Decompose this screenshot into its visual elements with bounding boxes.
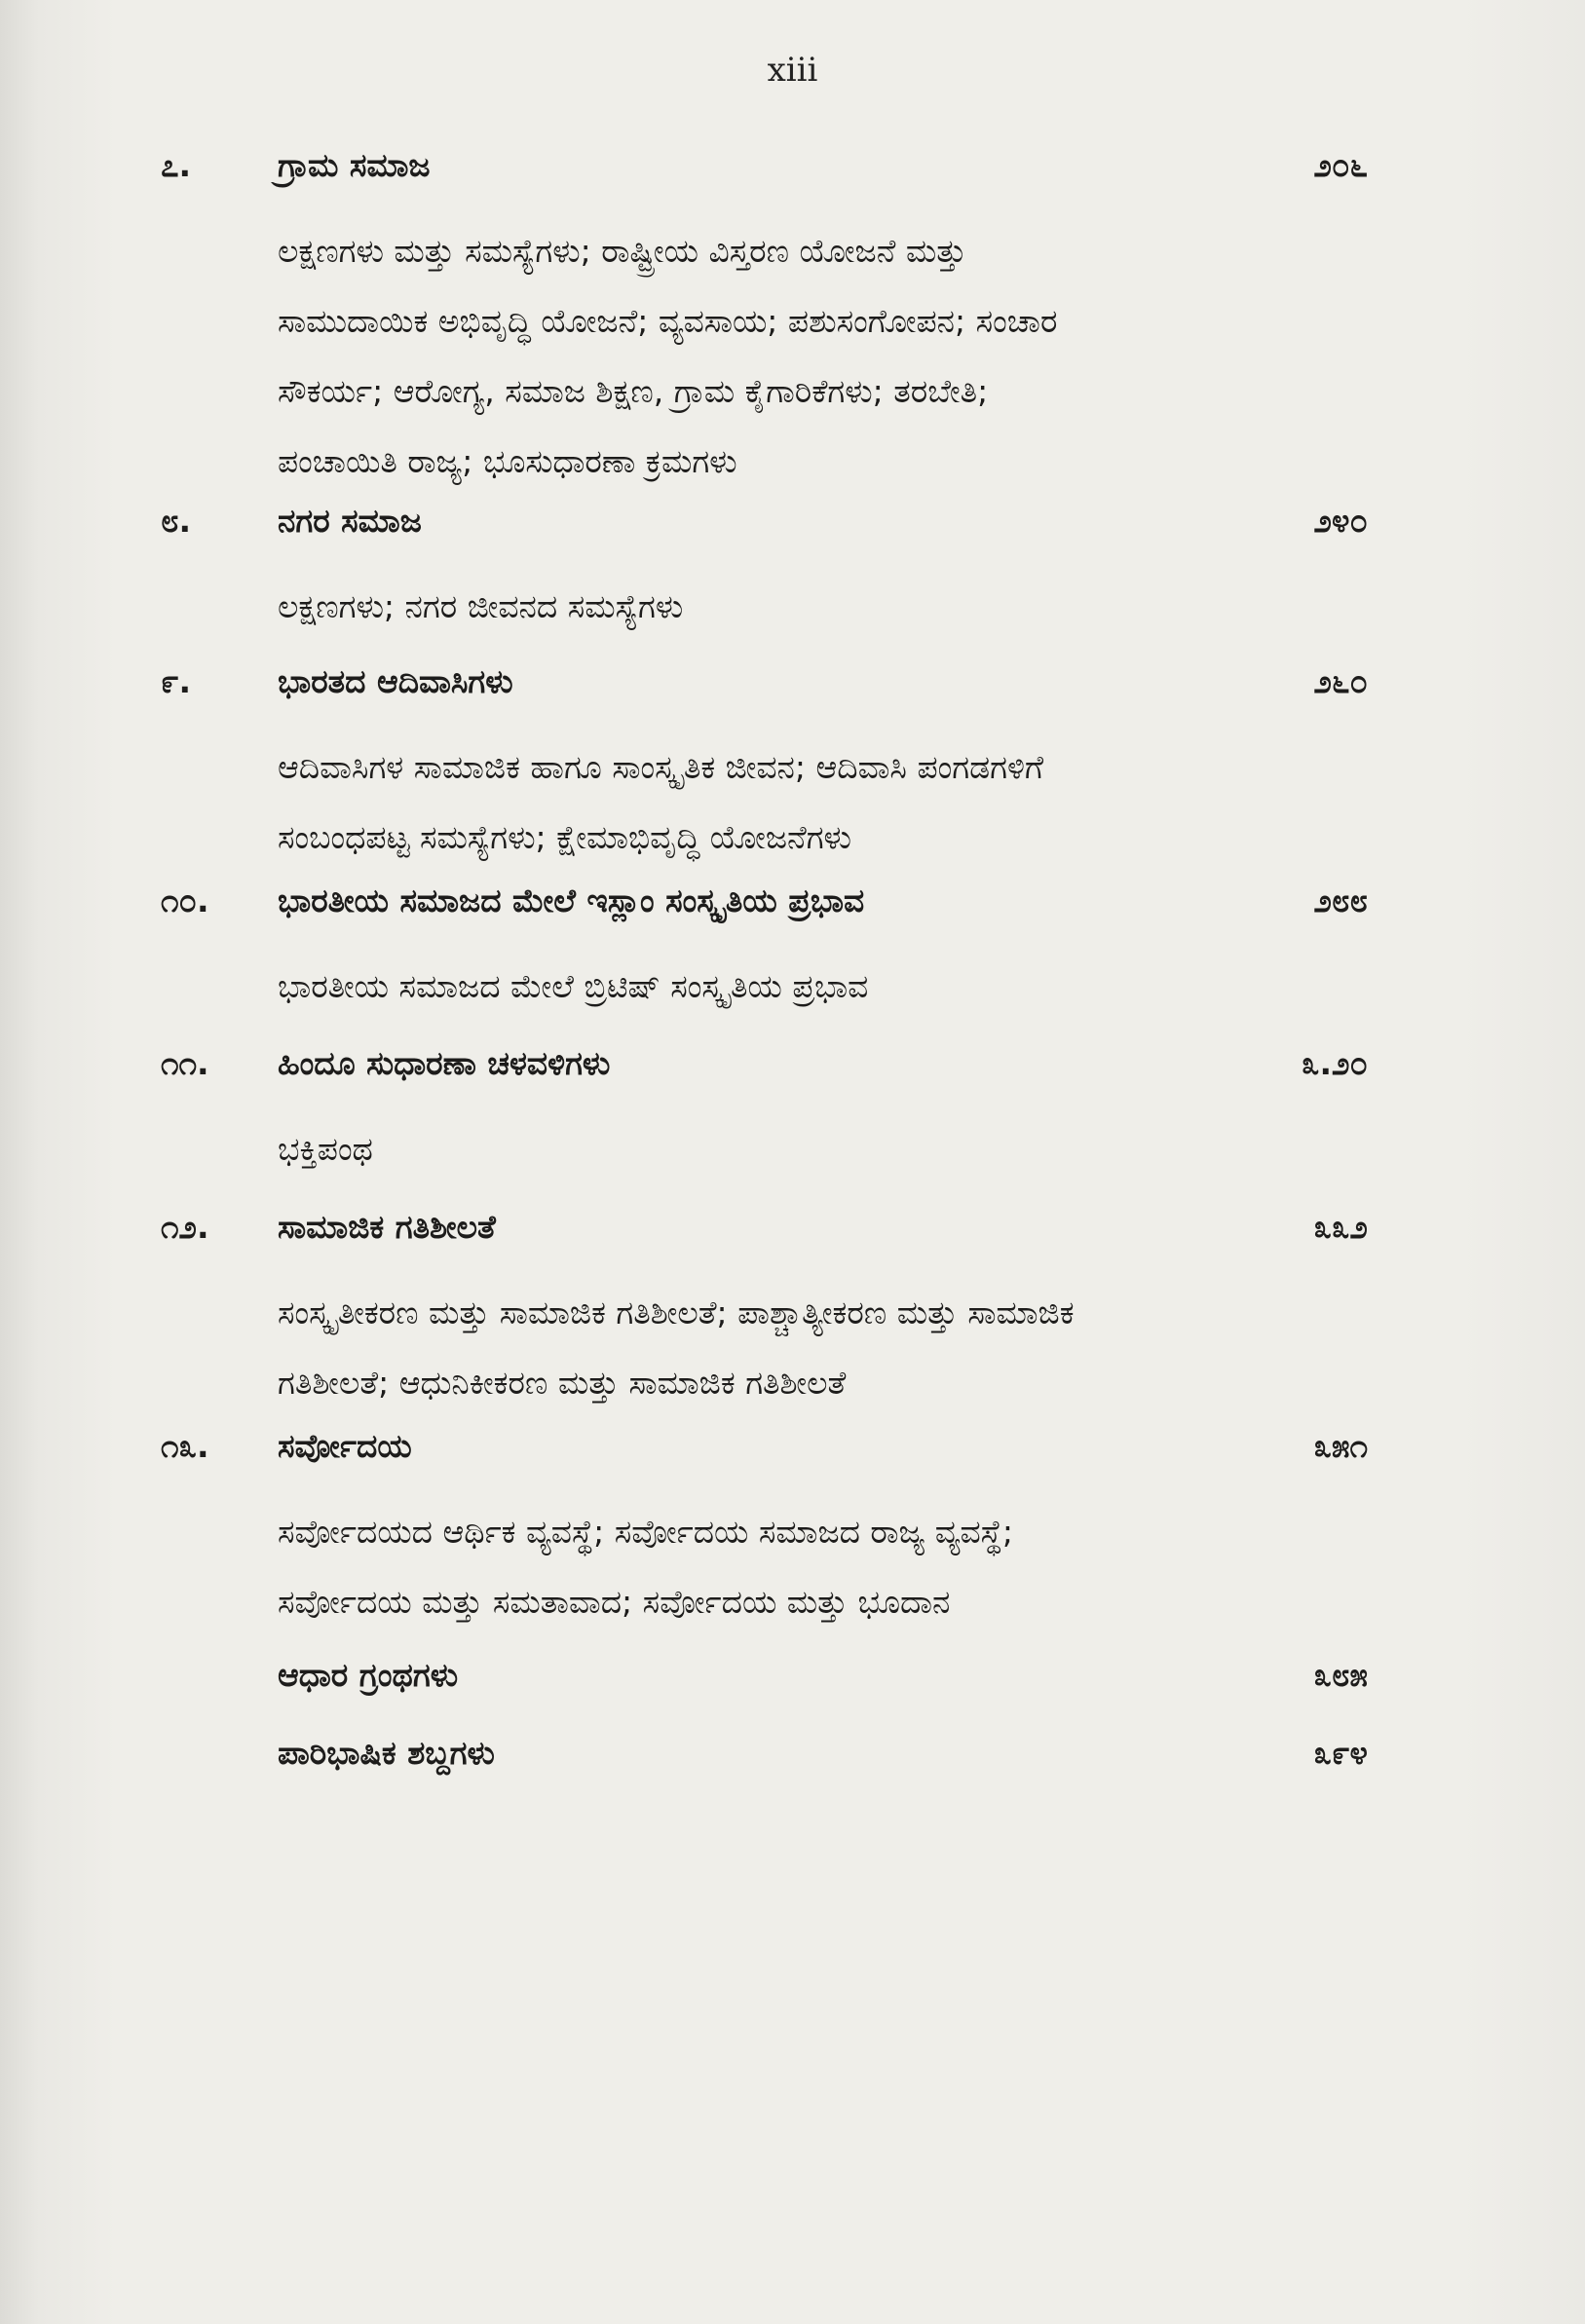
toc-entry [0, 662, 1585, 721]
page-number: ೩೩೨ [1313, 1208, 1368, 1246]
subtopic-line: ಗತಿಶೀಲತೆ; ಆಧುನಿಕೀಕರಣ ಮತ್ತು ಸಾಮಾಜಿಕ ಗತಿಶೀಲತೆ [278, 1364, 847, 1402]
subtopic-line: ಪಂಚಾಯಿತಿ ರಾಜ್ಯ; ಭೂಸುಧಾರಣಾ ಕ್ರಮಗಳು [278, 442, 737, 480]
chapter-number: ೧೨. [161, 1208, 209, 1246]
page-folio: xiii [767, 51, 818, 90]
chapter-subtopics [278, 1278, 1369, 1418]
chapter-subtopics [278, 216, 1369, 497]
page-number: ೨೬೦ [1313, 662, 1368, 700]
chapter-title: ಭಾರತದ ಆದಿವಾಸಿಗಳು [278, 662, 513, 700]
page-number: ೨೦೬ [1313, 146, 1368, 184]
chapter-title: ನಗರ ಸಮಾಜ [278, 502, 422, 540]
toc-entry [0, 1656, 1585, 1714]
subtopic-line: ಸರ್ವೋದಯ ಮತ್ತು ಸಮತಾವಾದ; ಸರ್ವೋದಯ ಮತ್ತು ಭೂದಾನ [278, 1583, 951, 1621]
chapter-title: ಸಾಮಾಜಿಕ ಗತಿಶೀಲತೆ [278, 1208, 496, 1246]
chapter-number: ೧೧. [161, 1044, 209, 1082]
page-number: ೩.೨೦ [1302, 1044, 1368, 1082]
chapter-number: ೮. [161, 502, 192, 540]
subtopic-line: ಸೌಕರ್ಯ; ಆರೋಗ್ಯ, ಸಮಾಜ ಶಿಕ್ಷಣ, ಗ್ರಾಮ ಕೈಗಾರಿಕೆಗಳು; ತರಬೇತಿ; [278, 372, 989, 410]
toc-entry [0, 881, 1585, 940]
chapter-subtopics [278, 952, 1369, 1022]
subtopic-line: ಸಂಸ್ಕೃತೀಕರಣ ಮತ್ತು ಸಾಮಾಜಿಕ ಗತಿಶೀಲತೆ; ಪಾಶ್ಚಾತ್ಯೀಕರಣ ಮತ್ತು ಸಾಮಾಜಿಕ [278, 1293, 1075, 1331]
toc-entry [0, 502, 1585, 560]
page-number: ೨೮೮ [1313, 881, 1368, 919]
toc-entry [0, 1734, 1585, 1792]
page-number: ೩೫೧ [1313, 1427, 1368, 1465]
chapter-title: ಭಾರತೀಯ ಸಮಾಜದ ಮೇಲೆ ಇಸ್ಲಾಂ ಸಂಸ್ಕೃತಿಯ ಪ್ರಭಾವ [278, 881, 865, 919]
chapter-subtopics [278, 1114, 1369, 1184]
chapter-title: ಗ್ರಾಮ ಸಮಾಜ [278, 146, 431, 184]
chapter-subtopics [278, 1497, 1369, 1637]
subtopic-line: ಸಂಬಂಧಪಟ್ಟ ಸಮಸ್ಯೆಗಳು; ಕ್ಷೇಮಾಭಿವೃದ್ಧಿ ಯೋಜನೆಗಳು [278, 818, 851, 856]
subtopic-line: ಸರ್ವೋದಯದ ಆರ್ಥಿಕ ವ್ಯವಸ್ಥೆ; ಸರ್ವೋದಯ ಸಮಾಜದ ರಾಜ್ಯ ವ್ಯವಸ್ಥೆ; [278, 1513, 1013, 1551]
chapter-title: ಆಧಾರ ಗ್ರಂಥಗಳು [278, 1656, 459, 1694]
chapter-subtopics [278, 732, 1369, 873]
chapter-number: ೭. [161, 146, 192, 184]
subtopic-line: ಆದಿವಾಸಿಗಳ ಸಾಮಾಜಿಕ ಹಾಗೂ ಸಾಂಸ್ಕೃತಿಕ ಜೀವನ; ಆದಿವಾಸಿ ಪಂಗಡಗಳಿಗೆ [278, 748, 1044, 786]
chapter-title: ಪಾರಿಭಾಷಿಕ ಶಬ್ದಗಳು [278, 1734, 495, 1772]
chapter-title: ಹಿಂದೂ ಸುಧಾರಣಾ ಚಳವಳಿಗಳು [278, 1044, 611, 1082]
chapter-number: ೧೦. [161, 881, 209, 919]
page-number: ೨೪೦ [1313, 502, 1368, 540]
subtopic-line: ಭಕ್ತಿಪಂಥ [278, 1130, 373, 1168]
toc-entry [0, 1427, 1585, 1485]
toc-entry [0, 1044, 1585, 1103]
page-number: ೩೮೫ [1313, 1656, 1368, 1694]
chapter-number: ೯. [161, 662, 192, 700]
chapter-number: ೧೩. [161, 1427, 209, 1465]
chapter-title: ಸರ್ವೋದಯ [278, 1427, 412, 1465]
subtopic-line: ಲಕ್ಷಣಗಳು ಮತ್ತು ಸಮಸ್ಯೆಗಳು; ರಾಷ್ಟ್ರೀಯ ವಿಸ್ತರಣ ಯೋಜನೆ ಮತ್ತು [278, 232, 967, 270]
toc-entry [0, 146, 1585, 205]
page-number: ೩೯೪ [1313, 1734, 1368, 1772]
subtopic-line: ಲಕ್ಷಣಗಳು; ನಗರ ಜೀವನದ ಸಮಸ್ಯೆಗಳು [278, 587, 684, 625]
subtopic-line: ಸಾಮುದಾಯಿಕ ಅಭಿವೃದ್ಧಿ ಯೋಜನೆ; ವ್ಯವಸಾಯ; ಪಶುಸಂಗೋಪನ; ಸಂಚಾರ [278, 302, 1058, 340]
toc-entry [0, 1208, 1585, 1266]
subtopic-line: ಭಾರತೀಯ ಸಮಾಜದ ಮೇಲೆ ಬ್ರಿಟಿಷ್ ಸಂಸ್ಕೃತಿಯ ಪ್ರಭಾವ [278, 967, 869, 1005]
chapter-subtopics [278, 572, 1369, 642]
